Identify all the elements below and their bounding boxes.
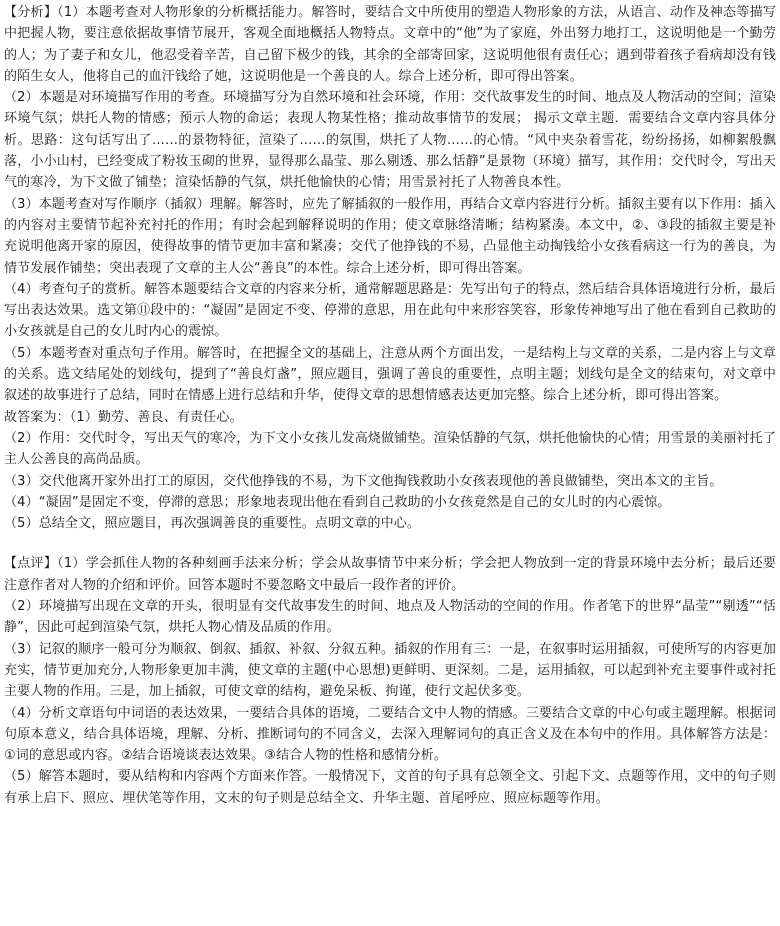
comment-q1: 【点评】（1）学会抓住人物的各种刻画手法来分析；学会从故事情节中来分析；学会把人物放到一定的背景环境中去分析；最后还要注意作者对人物的介绍和评价。回答本题时不要忽略文中最后一段作者的评价。 bbox=[4, 556, 776, 593]
analysis-q4: （4）考查句子的赏析。解答本题要结合文章的内容来分析，通常解题思路是：先写出句子的特点，然后结合具体语境进行分析，最后写出表达效果。选文第⑪段中的：“凝固”是固定不变、停滞的意思，用在此句中来形容笑容，形象传神地写出了他在看到自己救助的小女孩就是自己的女儿时内心的震惊。 bbox=[4, 281, 776, 340]
comment-q5: （5）解答本题时，要从结构和内容两个方面来作答。一般情况下，文首的句子具有总领全文、引起下文、点题等作用，文中的句子则有承上启下、照应、埋伏笔等作用，文末的句子则是总结全文、升华主题、首尾呼应、照应标题等作用。 bbox=[4, 769, 776, 806]
analysis-q2: （2）本题是对环境描写作用的考查。环境描写分为自然环境和社会环境，作用：交代故事发生的时间、地点及人物活动的空间；渲染环境气氛；烘托人物的情感；预示人物的命运；表现人物某性格；推动故事情节的发展； 揭示文章主题．需要结合文章内容具体分析。思路：这句话写出了……的景物特征，渲染了……的氛围，烘托了人物……的心情。“风中夹杂着雪花，纷纷扬扬，如柳絮般飘落，小小山村，已经变成了粉妆玉砌的世界，显得那么晶莹、那么剔透、那么恬静”是景物（环境）描写，其作用：交代时令，写出天气的寒冷，为下文做了铺垫；渲染恬静的气氛，烘托他愉快的心情；用雪景衬托了人物善良本性。 bbox=[4, 90, 776, 191]
comment-q2: （2）环境描写出现在文章的开头，很明显有交代故事发生的时间、地点及人物活动的空间的作用。作者笔下的世界“晶莹”“剔透”“恬静”，因此可起到渲染气氛，烘托人物心情及品质的作用。 bbox=[4, 599, 776, 636]
analysis-q5: （5）本题考查对重点句子作用。解答时，在把握全文的基础上，注意从两个方面出发，一是结构上与文章的关系，二是内容上与文章的关系。选文结尾处的划线句，提到了“善良灯盏”，照应题目，强调了善良的重要性，点明主题；划线句是全文的结束句，对文章中叙述的故事进行了总结，同时在情感上进行总结和升华，使得文章的思想情感表达更加完整。综合上述分析，即可得出答案。 bbox=[4, 345, 776, 404]
comment-section bbox=[4, 553, 776, 809]
answer-q3: （3）交代他离开家外出打工的原因，交代他挣钱的不易，为下文他掏钱救助小女孩表现他的善良做铺垫，突出本文的主旨。 bbox=[4, 473, 723, 489]
comment-q3: （3）记叙的顺序一般可分为顺叙、倒叙、插叙、补叙、分叙五种。插叙的作用有三：一是，在叙事时运用插叙，可使所写的内容更加充实，情节更加充分,人物形象更加丰满，使文章的主题(中心思想)更鲜明、更深刻。二是，运用插叙，可以起到补充主要事件或衬托主要人物的作用。三是，加上插叙，可使文章的结构，避免呆板、拘谨，使行文起伏多变。 bbox=[4, 641, 776, 700]
answer-q1: 故答案为：（1）勤劳、善良、有责任心。 bbox=[4, 409, 243, 425]
section-gap bbox=[4, 534, 776, 553]
answer-q4: （4）“凝固”是固定不变，停滞的意思；形象地表现出他在看到自己救助的小女孩竟然是自己的女儿时的内心震惊。 bbox=[4, 494, 671, 510]
answer-q5: （5）总结全文，照应题目，再次强调善良的重要性。点明文章的中心。 bbox=[4, 516, 421, 532]
analysis-section bbox=[4, 2, 776, 534]
answer-q2: （2）作用：交代时令，写出天气的寒冷，为下文小女孩儿发高烧做铺垫。渲染恬静的气氛，烘托他愉快的心情；用雪景的美丽衬托了主人公善良的高尚品质。 bbox=[4, 430, 776, 468]
comment-q4: （4）分析文章语句中词语的表达效果，一要结合具体的语境，二要结合文中人物的情感。三要结合文章的中心句或主题理解。根据词句原本意义，结合具体语境，理解、分析、推断词句的不同含义，去深入理解词句的真正含义及在本句中的作用。具体解答方法是：①词的意思或内容。②结合语境谈表达效果。③结合人物的性格和感情分析。 bbox=[4, 705, 776, 764]
analysis-q3: （3）本题考查对写作顺序（插叙）理解。解答时，应先了解插叙的一般作用，再结合文章内容进行分析。插叙主要有以下作用：插入的内容对主要情节起补充衬托的作用；有时会起到解释说明的作用；使文章脉络清晰；结构紧凑。本文中，②、③段的插叙主要是补充说明他离开家的原因，使得故事的情节更加丰富和紧凑；交代了他挣钱的不易，凸显他主动掏钱给小女孩看病这一行为的善良，为情节发展作铺垫；突出表现了文章的主人公“善良”的本性。综合上述分析，即可得出答案。 bbox=[4, 196, 776, 276]
analysis-q1: 【分析】（1）本题考查对人物形象的分析概括能力。解答时，要结合文中所使用的塑造人物形象的方法，从语言、动作及神态等描写中把握人物，要注意依据故事情节展开，客观全面地概括人物特点。文章中的“他”为了家庭，外出努力地打工，这说明他是一个勤劳的人；为了妻子和女儿，他忍受着辛苦，自己留下极少的钱，其余的全部寄回家，这说明他很有责任心；遇到带着孩子看病却没有钱的陌生女人，他将自己的血汗钱给了她，这说明他是一个善良的人。综合上述分析，即可得出答案。 bbox=[4, 5, 776, 84]
